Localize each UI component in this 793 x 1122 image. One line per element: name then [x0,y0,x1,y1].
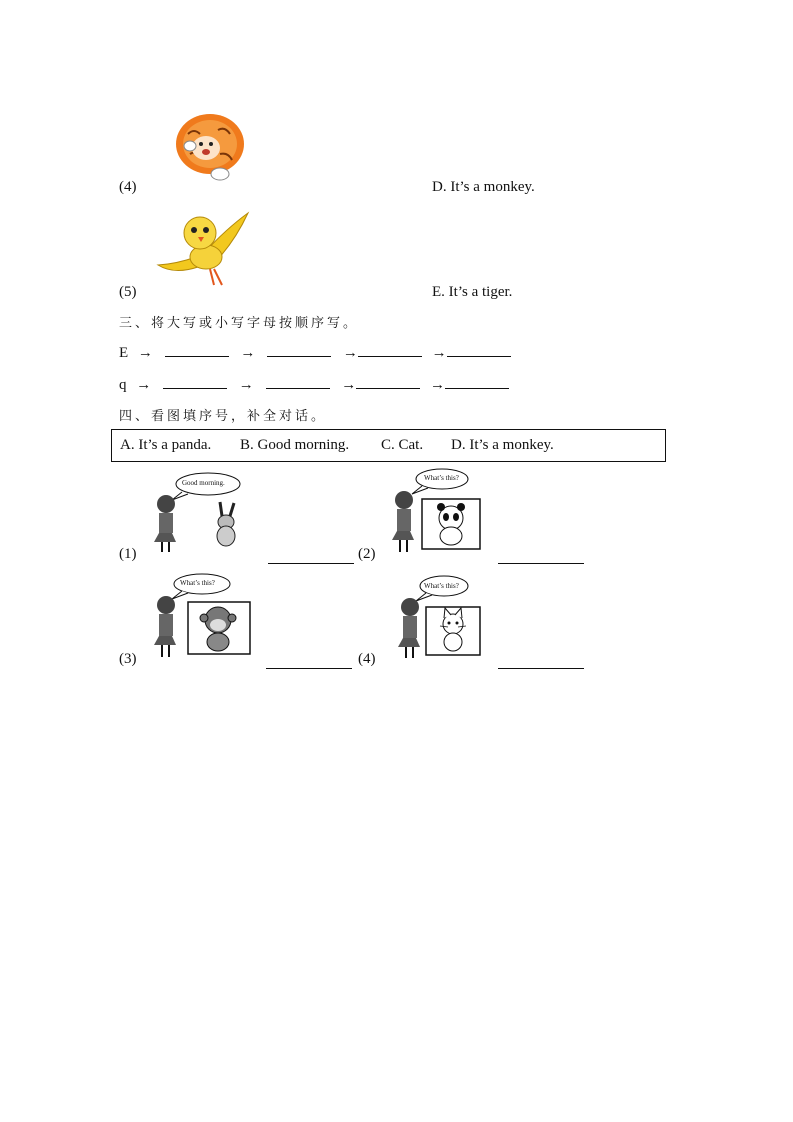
picture-2 [388,466,484,556]
answer-blank[interactable] [165,344,229,357]
start-letter: E [119,345,129,361]
picture-3 [150,572,254,660]
arrow-icon: → [430,377,445,393]
speech-bubble-text: What’s this? [424,474,459,482]
start-letter: q [119,377,127,393]
arrow-icon: → [342,345,358,361]
answer-blank[interactable] [445,376,509,389]
answer-blank[interactable] [266,376,330,389]
answer-e-text: E. It’s a tiger. [432,284,513,300]
picture-4 [396,574,484,660]
arrow-icon: → [431,345,447,361]
answer-blank[interactable] [163,376,227,389]
answer-blank-3[interactable] [266,656,352,669]
tiger-picture [170,104,248,184]
bird-picture [156,209,252,287]
answer-blank-2[interactable] [498,551,584,564]
section4-heading: 四、看图填序号，补全对话。 [119,409,328,424]
answer-blank-4[interactable] [498,656,584,669]
arrow-icon: → [137,345,153,361]
answer-blank[interactable] [447,344,511,357]
arrow-icon: → [240,345,256,361]
picture-1 [150,470,250,554]
section3-heading: 三、将大写或小写字母按顺序写。 [119,316,360,331]
picture-1-number: (1) [119,546,137,562]
options-box [111,429,666,462]
picture-3-number: (3) [119,651,137,667]
answer-blank[interactable] [267,344,331,357]
answer-blank-1[interactable] [268,551,354,564]
item-4-number: (4) [119,179,137,195]
answer-blank[interactable] [358,344,422,357]
option-b: B. Good morning. [240,437,350,453]
arrow-icon: → [136,377,152,393]
speech-bubble-text: Good morning. [182,479,225,487]
picture-4-number: (4) [358,651,376,667]
answer-blank[interactable] [356,376,420,389]
arrow-icon: → [341,377,357,393]
speech-bubble-text: What’s this? [424,582,459,590]
picture-2-number: (2) [358,546,376,562]
letter-sequence-row-2 [119,376,509,394]
answer-d-text: D. It’s a monkey. [432,179,535,195]
speech-bubble-text: What’s this? [180,579,215,587]
option-d: D. It’s a monkey. [451,437,554,453]
letter-sequence-row-1 [119,344,511,362]
item-5-number: (5) [119,284,137,300]
option-a: A. It’s a panda. [120,437,212,453]
arrow-icon: → [238,377,254,393]
option-c: C. Cat. [381,437,424,453]
